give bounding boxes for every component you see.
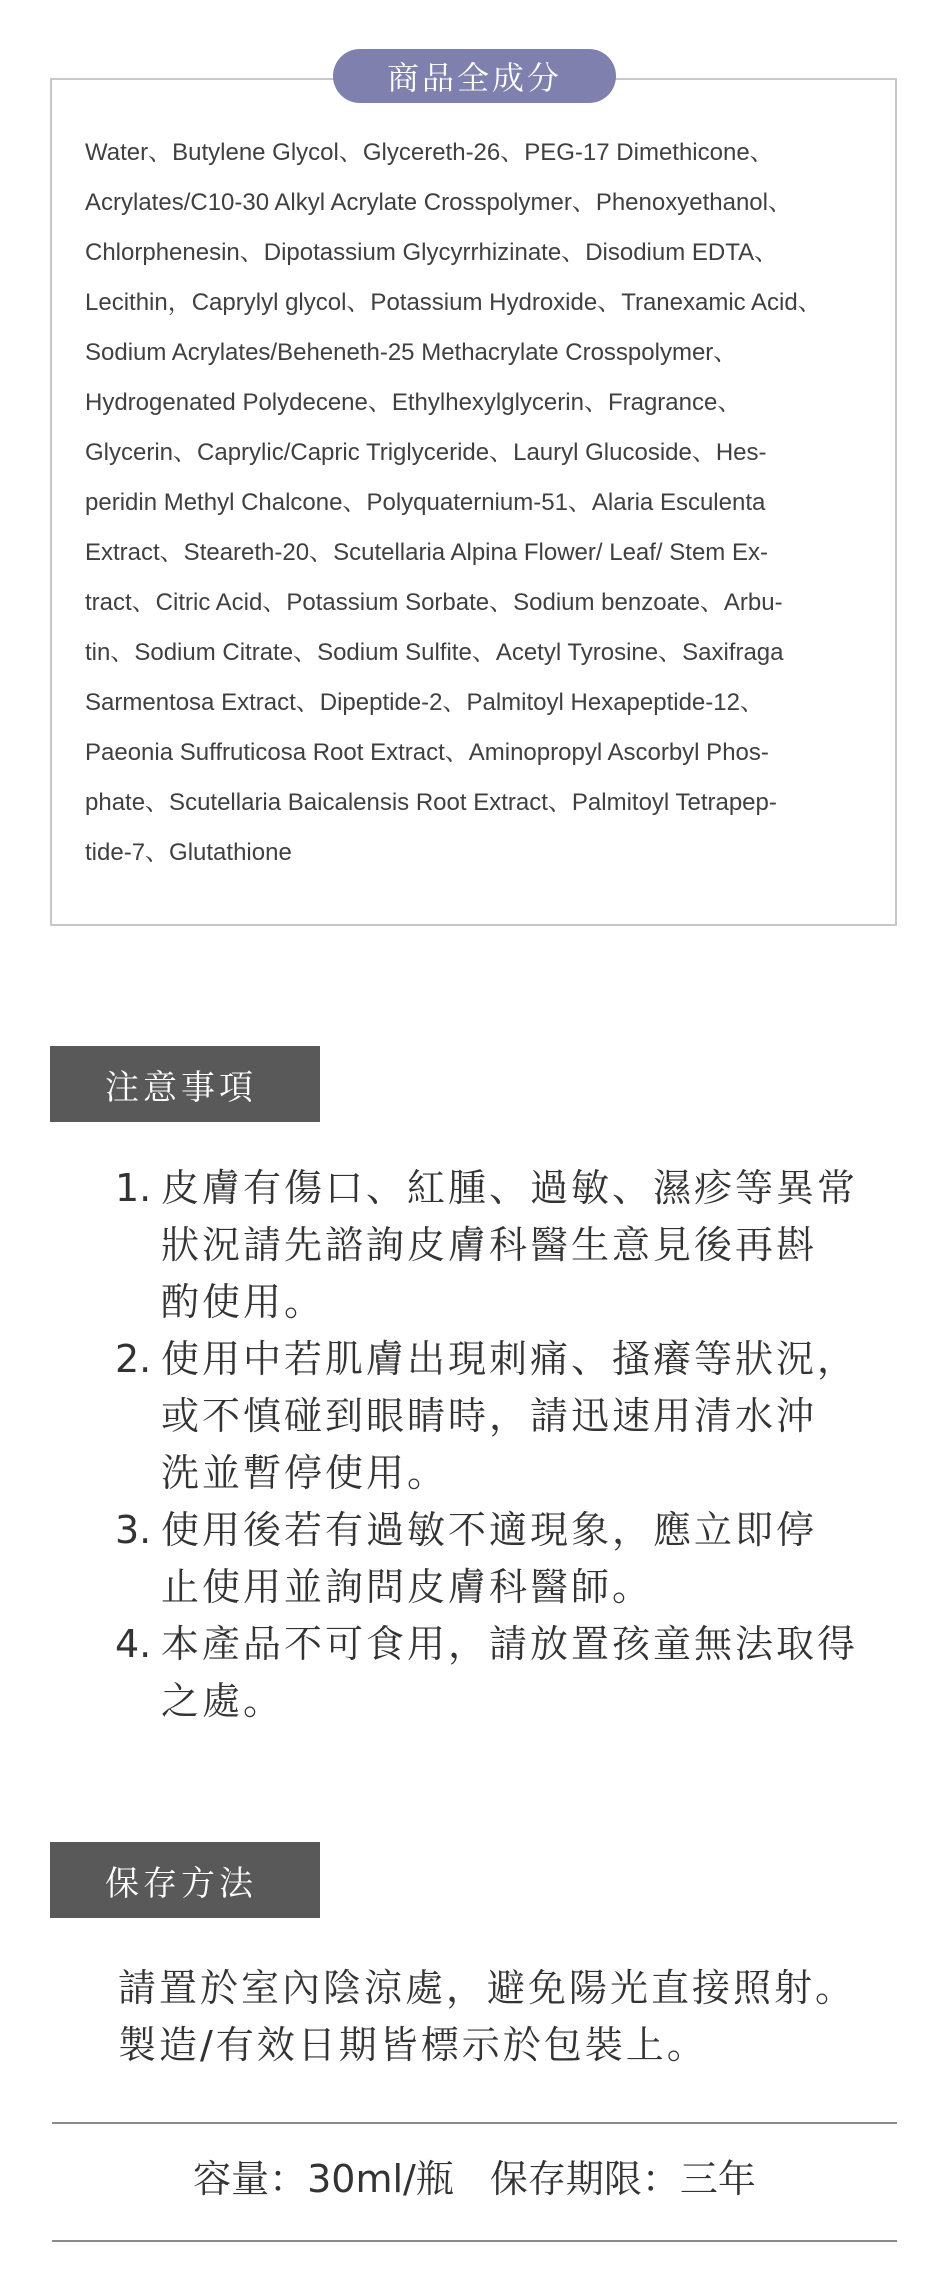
caution-item [115, 1331, 895, 1502]
caution-text [161, 1160, 858, 1331]
ingredients-line: tract、Citric Acid、Potassium Sorbate、Sodium benzoate、Arbu- [85, 589, 783, 616]
caution-line: 皮膚有傷口、紅腫、過敏、濕疹等異常 [161, 1166, 859, 1210]
caution-number: 3. [115, 1508, 152, 1552]
product-specs [52, 2148, 897, 2203]
ingredients-line: Glycerin、Caprylic/Capric Triglyceride、Lauryl Glucoside、Hes- [85, 439, 767, 466]
divider-top [52, 2122, 897, 2124]
storage-text [118, 1960, 908, 2074]
caution-item [115, 1616, 895, 1730]
ingredients-line: Extract、Steareth-20、Scutellaria Alpina Flower/ Leaf/ Stem Ex- [85, 539, 768, 566]
divider-bottom [52, 2240, 897, 2242]
cautions-header: 注意事項 [50, 1046, 320, 1122]
ingredients-list [85, 128, 875, 878]
caution-line: 止使用並詢問皮膚科醫師。 [161, 1565, 654, 1609]
ingredients-title: 商品全成分 [333, 49, 616, 103]
ingredients-line: Sodium Acrylates/Beheneth-25 Methacrylate Crosspolymer、 [85, 339, 738, 366]
caution-number: 1. [115, 1166, 152, 1210]
caution-item [115, 1160, 895, 1331]
ingredients-line: Chlorphenesin、Dipotassium Glycyrrhizinate、Disodium EDTA、 [85, 239, 779, 266]
ingredients-line: Hydrogenated Polydecene、Ethylhexylglycerin、Fragrance、 [85, 389, 742, 416]
caution-item [115, 1502, 895, 1616]
ingredients-line: Lecithin，Caprylyl glycol、Potassium Hydroxide、Tranexamic Acid、 [85, 289, 822, 316]
caution-line: 或不慎碰到眼睛時，請迅速用清水沖 [161, 1394, 818, 1438]
storage-line: 請置於室內陰涼處，避免陽光直接照射。 [118, 1966, 857, 2010]
ingredients-line: peridin Methyl Chalcone、Polyquaternium-51、Alaria Esculenta [85, 489, 766, 516]
caution-line: 之處。 [161, 1679, 285, 1723]
caution-line: 使用中若肌膚出現刺痛、搔癢等狀況， [161, 1337, 859, 1381]
caution-number: 4. [115, 1622, 152, 1666]
ingredients-line: Paeonia Suffruticosa Root Extract、Aminopropyl Ascorbyl Phos- [85, 739, 769, 766]
caution-line: 洗並暫停使用。 [161, 1451, 449, 1495]
caution-number: 2. [115, 1337, 152, 1381]
caution-text [161, 1502, 817, 1616]
storage-line: 製造/有效日期皆標示於包裝上。 [118, 2023, 708, 2067]
storage-header: 保存方法 [50, 1842, 320, 1918]
caution-text [161, 1331, 858, 1502]
caution-line: 狀況請先諮詢皮膚科醫生意見後再斟 [161, 1223, 818, 1267]
ingredients-line: Water、Butylene Glycol、Glycereth-26、PEG-17 Dimethicone、 [85, 139, 774, 166]
caution-text [161, 1616, 858, 1730]
shelf-life-label: 保存期限：三年 [489, 2157, 756, 2201]
caution-line: 酌使用。 [161, 1280, 326, 1324]
caution-line: 本產品不可食用，請放置孩童無法取得 [161, 1622, 859, 1666]
ingredients-line: tide-7、Glutathione [85, 839, 292, 866]
ingredients-line: Acrylates/C10-30 Alkyl Acrylate Crosspolymer、Phenoxyethanol、 [85, 189, 792, 216]
cautions-list [115, 1160, 895, 1730]
capacity-label: 容量：30ml/瓶 [193, 2157, 454, 2201]
ingredients-line: tin、Sodium Citrate、Sodium Sulfite、Acetyl Tyrosine、Saxifraga [85, 639, 784, 666]
ingredients-line: phate、Scutellaria Baicalensis Root Extract、Palmitoyl Tetrapep- [85, 789, 777, 816]
ingredients-line: Sarmentosa Extract、Dipeptide-2、Palmitoyl Hexapeptide-12、 [85, 689, 764, 716]
caution-line: 使用後若有過敏不適現象，應立即停 [161, 1508, 818, 1552]
